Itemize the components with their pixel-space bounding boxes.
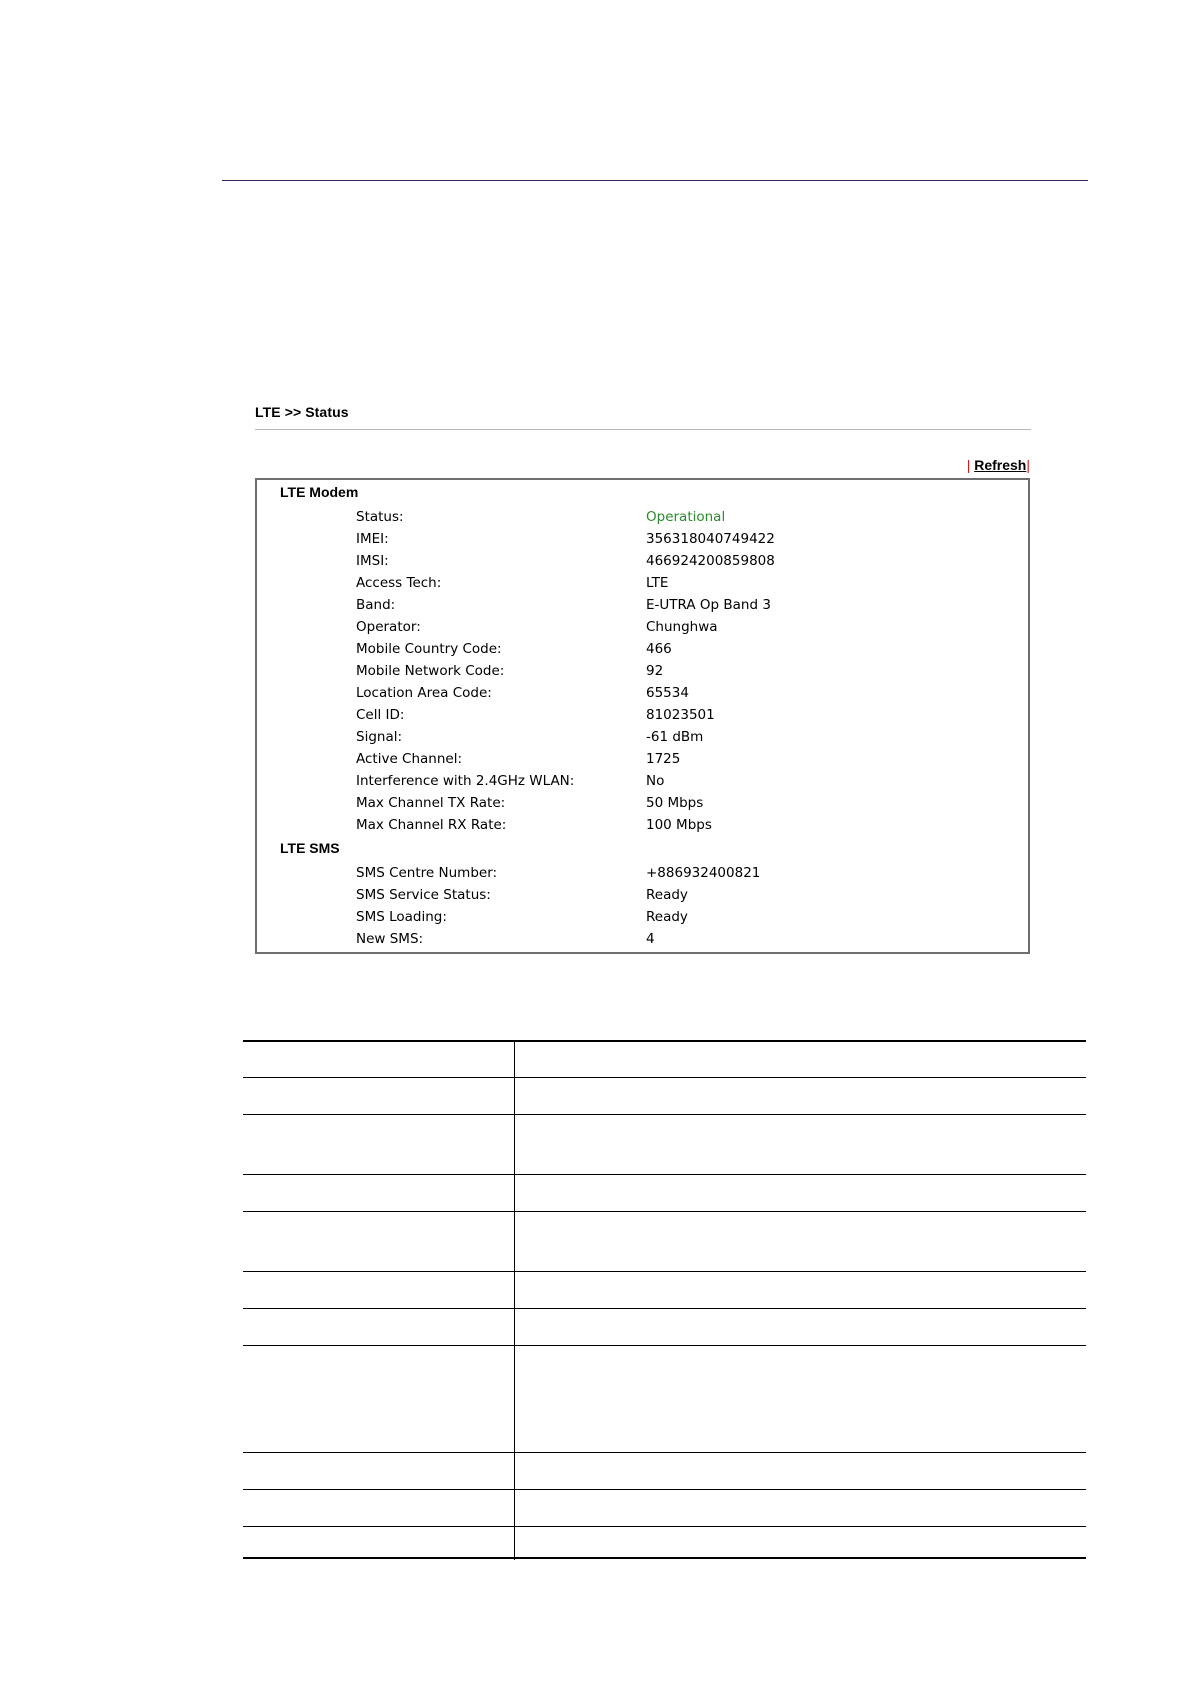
section-title-lte-modem: LTE Modem [280,484,359,500]
row-label: Max Channel RX Rate: [356,817,507,833]
row-label: SMS Loading: [356,909,447,925]
table-column-divider [514,1040,515,1560]
imei-row [257,528,1028,550]
row-value: 65534 [646,685,689,701]
breadcrumb: LTE >> Status [255,404,349,420]
row-value: 466 [646,641,672,657]
row-value: 100 Mbps [646,817,712,833]
row-value: +886932400821 [646,865,761,881]
operator-row [257,616,1028,638]
row-value: 4 [646,931,655,947]
tx-rate-row [257,792,1028,814]
table-rule [243,1040,1086,1042]
table-rule [243,1489,1086,1490]
band-row [257,594,1028,616]
row-label: Band: [356,597,396,613]
refresh-bar [950,457,1030,473]
interference-row [257,770,1028,792]
row-value: 92 [646,663,664,679]
table-rule [243,1211,1086,1212]
row-label: Status: [356,509,404,525]
row-label: Location Area Code: [356,685,492,701]
row-label: Operator: [356,619,421,635]
row-value: E-UTRA Op Band 3 [646,597,771,613]
table-rule [243,1308,1086,1309]
mcc-row [257,638,1028,660]
imsi-row [257,550,1028,572]
table-rule [243,1452,1086,1453]
row-value: No [646,773,665,789]
breadcrumb-divider [255,429,1031,430]
signal-row [257,726,1028,748]
rx-rate-row [257,814,1028,836]
status-row [257,506,1028,528]
lte-status-panel [255,478,1030,954]
table-rule [243,1345,1086,1346]
row-label: Interference with 2.4GHz WLAN: [356,773,575,789]
row-label: Signal: [356,729,403,745]
status-value: Operational [646,509,726,525]
lac-row [257,682,1028,704]
mnc-row [257,660,1028,682]
header-divider [222,180,1088,181]
row-value: Chunghwa [646,619,718,635]
row-label: SMS Centre Number: [356,865,498,881]
row-label: Mobile Country Code: [356,641,502,657]
pipe-separator: | [966,457,971,473]
row-label: Cell ID: [356,707,405,723]
section-title-lte-sms: LTE SMS [280,840,340,856]
row-value: 356318040749422 [646,531,775,547]
row-value: Ready [646,909,688,925]
row-value: 1725 [646,751,681,767]
row-label: Mobile Network Code: [356,663,505,679]
row-value: -61 dBm [646,729,704,745]
refresh-link[interactable]: Refresh [974,457,1027,473]
row-label: IMEI: [356,531,389,547]
row-label: Max Channel TX Rate: [356,795,506,811]
table-rule [243,1077,1086,1078]
row-value: Ready [646,887,688,903]
row-value: 466924200859808 [646,553,775,569]
pipe-separator: | [1026,457,1030,473]
sms-loading-row [257,906,1028,928]
access-tech-row [257,572,1028,594]
row-value: 81023501 [646,707,715,723]
cell-id-row [257,704,1028,726]
table-rule [243,1526,1086,1527]
row-label: New SMS: [356,931,424,947]
new-sms-row [257,928,1028,950]
row-label: IMSI: [356,553,389,569]
row-label: SMS Service Status: [356,887,491,903]
row-value: LTE [646,575,669,591]
active-channel-row [257,748,1028,770]
table-rule [243,1174,1086,1175]
sms-centre-row [257,862,1028,884]
row-value: 50 Mbps [646,795,704,811]
sms-service-row [257,884,1028,906]
row-label: Access Tech: [356,575,442,591]
table-rule [243,1114,1086,1115]
row-label: Active Channel: [356,751,463,767]
table-rule [243,1557,1086,1559]
table-rule [243,1271,1086,1272]
